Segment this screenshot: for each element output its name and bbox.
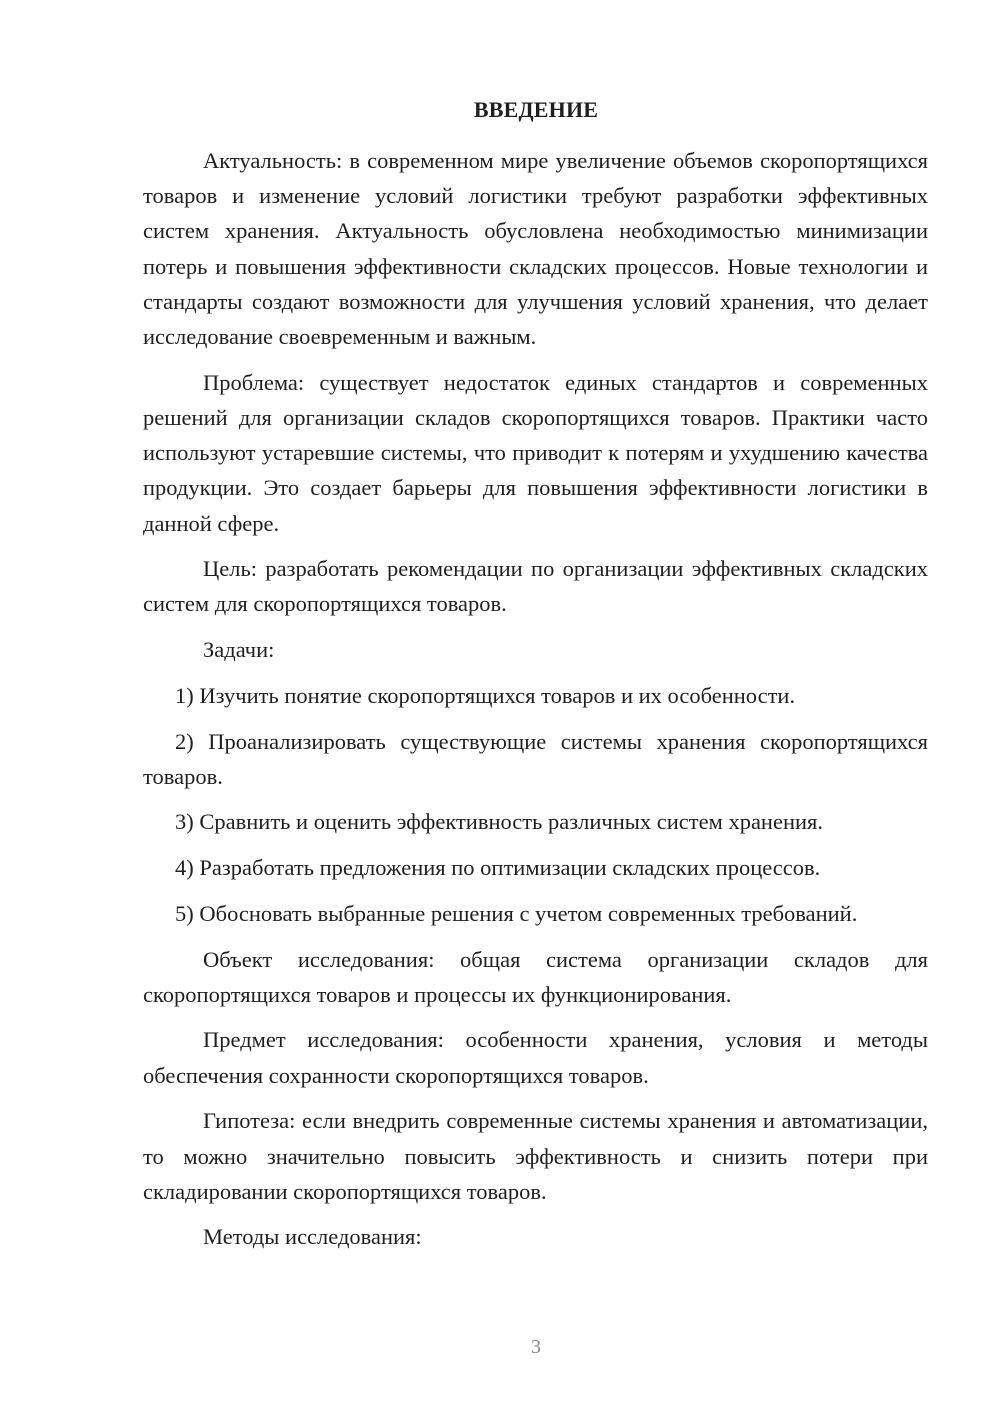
paragraph-methods: Методы исследования: [203, 1224, 422, 1250]
paragraph-subject: Предмет исследования: особенности хранения, условия и методы обеспечения сохранности скоропортящихся товаров. [143, 1027, 928, 1088]
paragraph-goal: Цель: разработать рекомендации по организации эффективных складских систем для скоропортящихся товаров. [143, 556, 928, 617]
task-item: 5) Обосновать выбранные решения с учетом современных требований. [175, 900, 858, 926]
paragraph-relevance: Актуальность: в современном мире увеличение объемов скоропортящихся товаров и изменение условий логистики требуют разработки эффективных систем хранения. Актуальность обусловлена необходимостью минимизации потерь и повышения эффективности складских процессов. Новые технологии и стандарты создают возможности для улучшения условий хранения, что делает исследование своевременным и важным. [143, 148, 928, 350]
body-text [143, 143, 928, 1255]
page-number: 3 [531, 1336, 541, 1358]
task-item: 3) Сравнить и оценить эффективность различных систем хранения. [175, 809, 824, 835]
task-item: 1) Изучить понятие скоропортящихся товаров и их особенности. [175, 682, 796, 708]
paragraph-tasks-label: Задачи: [203, 637, 275, 663]
task-item: 4) Разработать предложения по оптимизации складских процессов. [175, 855, 821, 881]
paragraph-hypothesis: Гипотеза: если внедрить современные системы хранения и автоматизации, то можно значительно повысить эффективность и снизить потери при складировании скоропортящихся товаров. [143, 1108, 928, 1204]
section-heading: ВВЕДЕНИЕ [473, 97, 599, 122]
task-item: 2) Проанализировать существующие системы хранения скоропортящихся товаров. [143, 728, 928, 789]
paragraph-problem: Проблема: существует недостаток единых стандартов и современных решений для организации складов скоропортящихся товаров. Практики часто используют устаревшие системы, что приводит к потерям и ухудшению качества продукции. Это создает барьеры для повышения эффективности логистики в данной сфере. [143, 369, 928, 536]
paragraph-object: Объект исследования: общая система организации складов для скоропортящихся товаров и процессы их функционирования. [143, 946, 928, 1007]
